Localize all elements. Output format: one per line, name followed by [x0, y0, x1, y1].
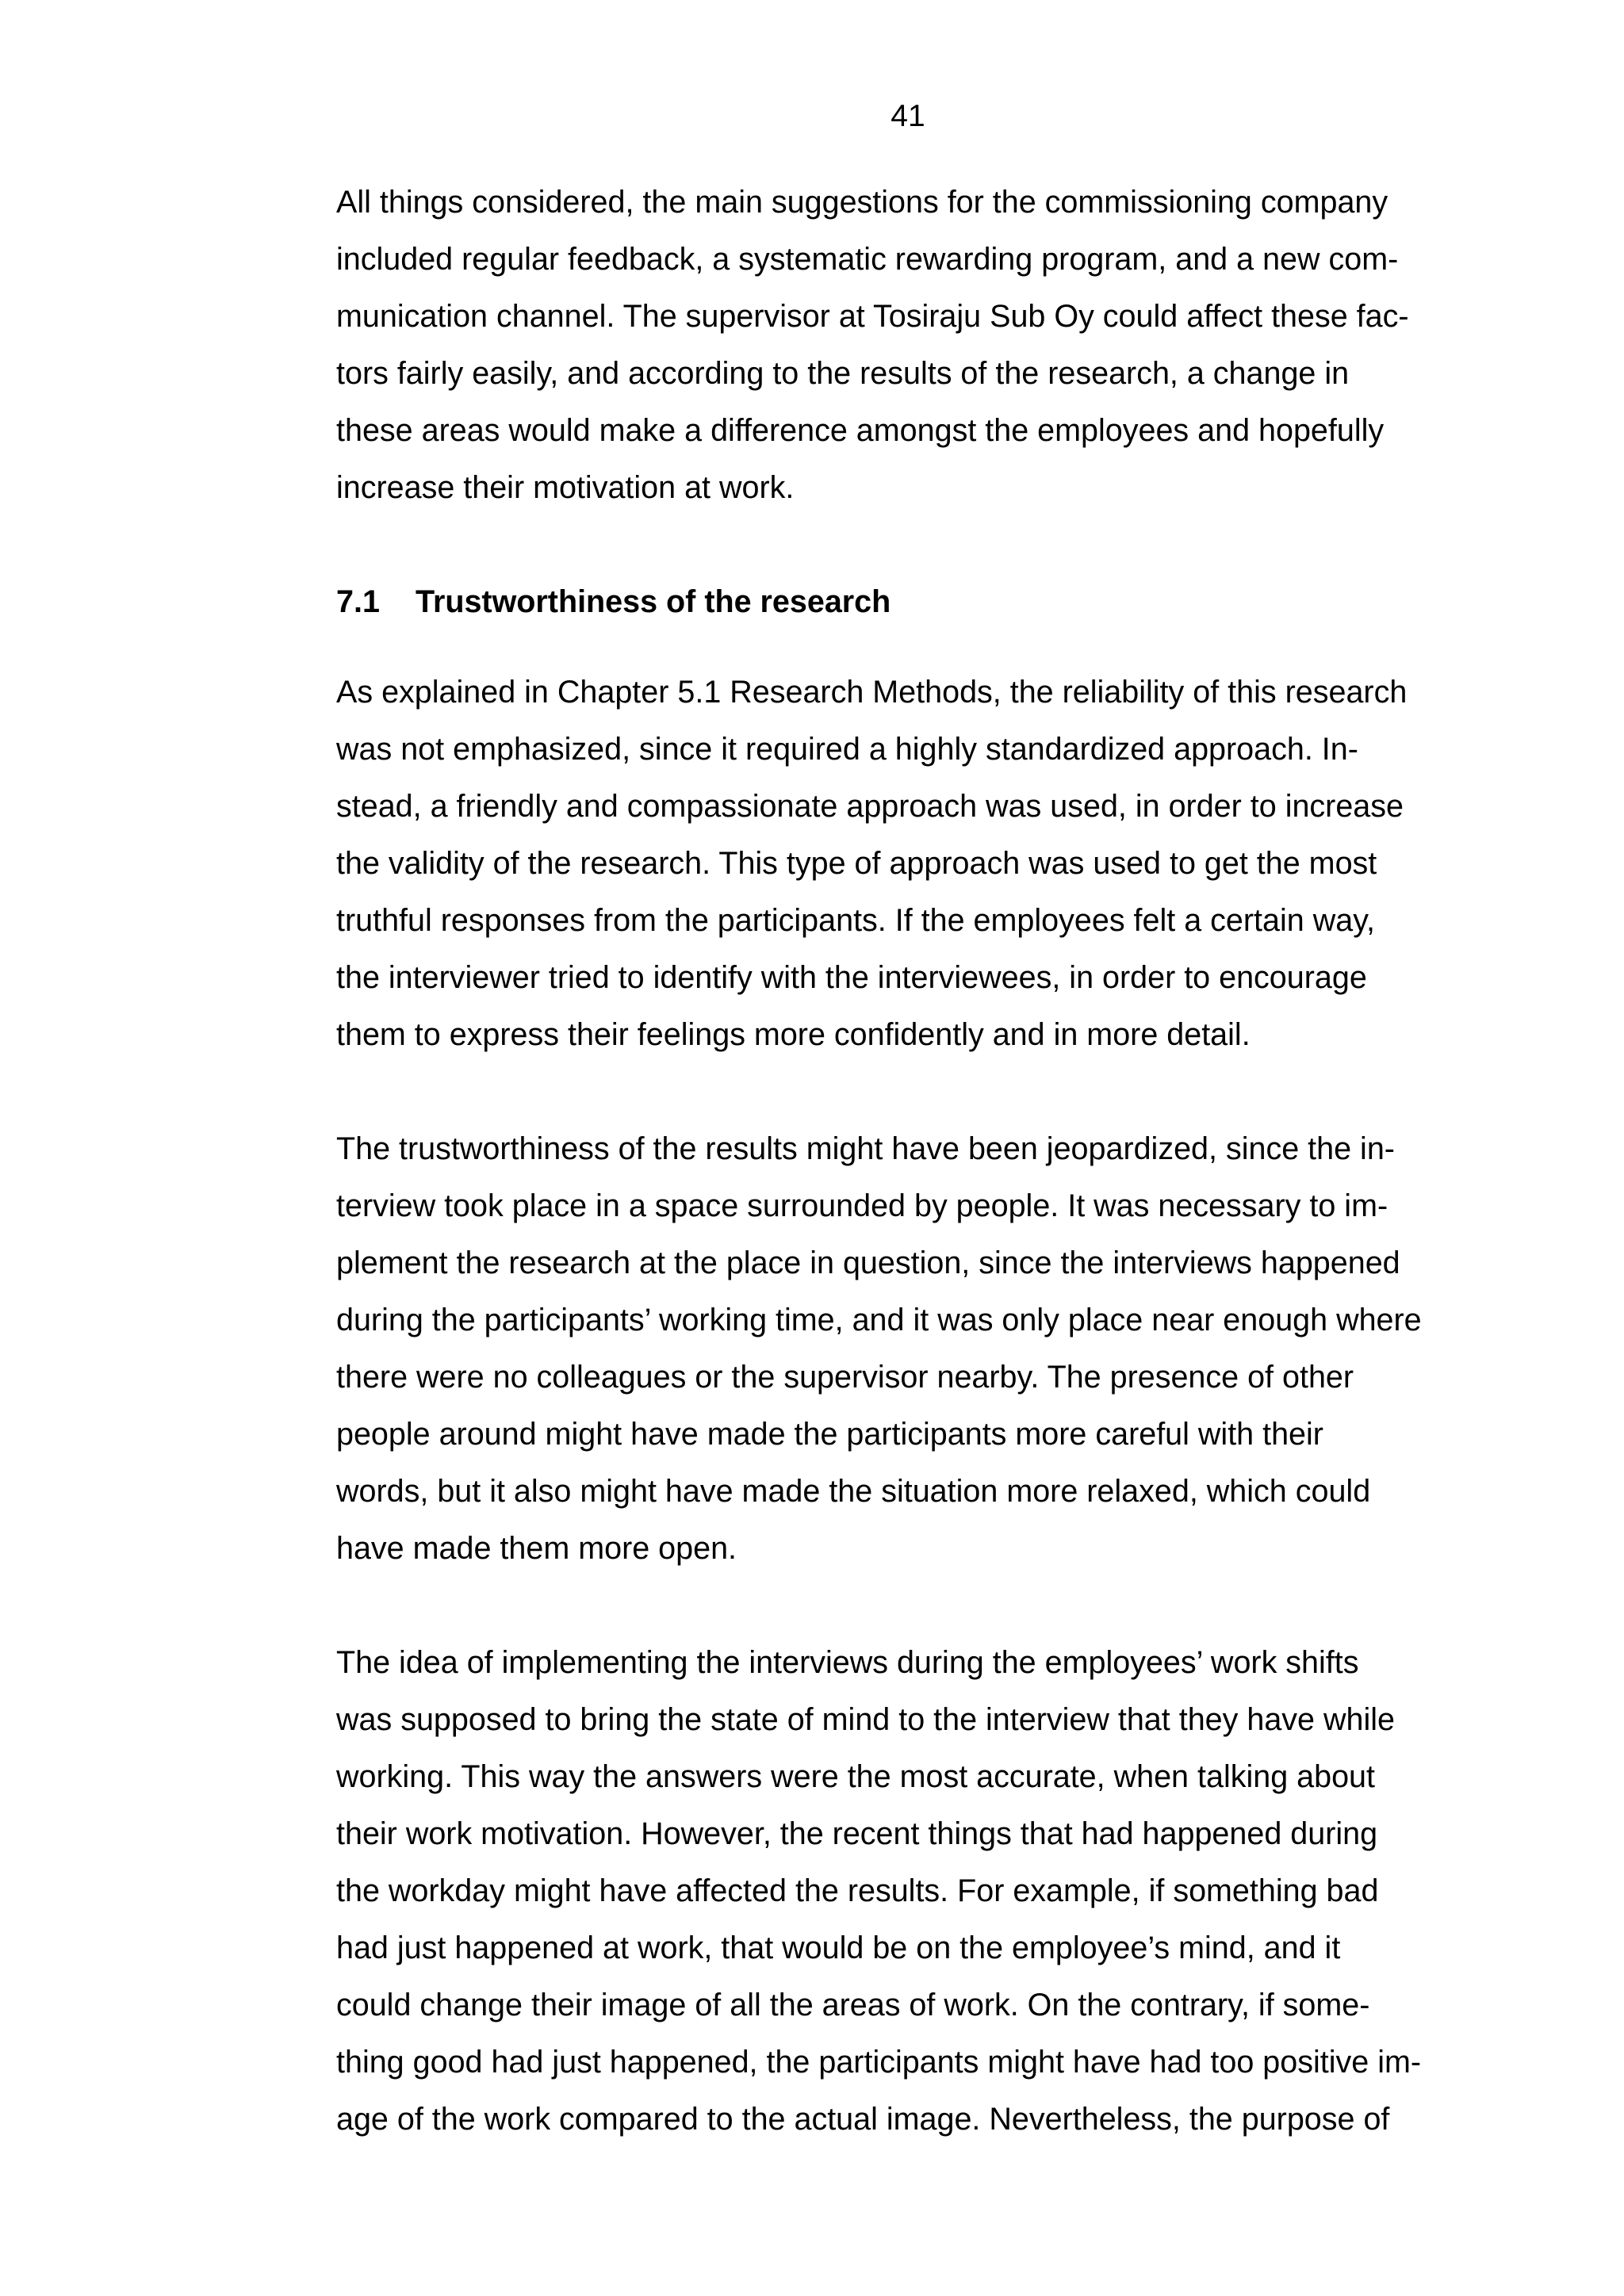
- heading-spacer: [336, 630, 1502, 664]
- text-line: terview took place in a space surrounded by people. It was necessary to im-: [336, 1188, 1388, 1223]
- text-line: tors fairly easily, and according to the results of the research, a change in: [336, 356, 1350, 391]
- text-line: them to express their feelings more confidently and in more detail.: [336, 1017, 1251, 1052]
- text-line: working. This way the answers were the most accurate, when talking about: [336, 1759, 1375, 1794]
- paragraph-spacer: [336, 1577, 1502, 1634]
- text-line: could change their image of all the areas of work. On the contrary, if some-: [336, 1988, 1370, 2022]
- text-line: the interviewer tried to identify with the interviewees, in order to encourage: [336, 960, 1367, 995]
- text-line: had just happened at work, that would be on the employee’s mind, and it: [336, 1931, 1341, 1965]
- text-line: these areas would make a difference amongst the employees and hopefully: [336, 413, 1385, 448]
- text-line: included regular feedback, a systematic rewarding program, and a new com-: [336, 242, 1399, 277]
- paragraph-work-shifts: [336, 1634, 1502, 2148]
- text-line: their work motivation. However, the recent things that had happened during: [336, 1816, 1378, 1851]
- paragraph-spacer: [336, 1063, 1502, 1120]
- text-line: age of the work compared to the actual image. Nevertheless, the purpose of: [336, 2102, 1390, 2137]
- text-line: stead, a friendly and compassionate approach was used, in order to increase: [336, 789, 1404, 824]
- text-line: during the participants’ working time, and it was only place near enough where: [336, 1303, 1422, 1337]
- text-line: The idea of implementing the interviews during the employees’ work shifts: [336, 1645, 1359, 1680]
- section-heading: [336, 573, 1502, 630]
- paragraph-research-approach: [336, 664, 1502, 1063]
- text-line: have made them more open.: [336, 1531, 737, 1566]
- paragraph-spacer: [336, 516, 1502, 573]
- text-line: the validity of the research. This type of approach was used to get the most: [336, 846, 1377, 881]
- text-line: plement the research at the place in question, since the interviews happened: [336, 1246, 1400, 1280]
- text-line: The trustworthiness of the results might have been jeopardized, since the in-: [336, 1131, 1395, 1166]
- text-line: was not emphasized, since it required a highly standardized approach. In-: [336, 732, 1358, 767]
- text-line: All things considered, the main suggestions for the commissioning company: [336, 185, 1388, 220]
- text-line: was supposed to bring the state of mind to the interview that they have while: [336, 1702, 1395, 1737]
- text-line: thing good had just happened, the participants might have had too positive im-: [336, 2045, 1422, 2080]
- text-line: truthful responses from the participants. If the employees felt a certain way,: [336, 903, 1375, 938]
- text-line: words, but it also might have made the situation more relaxed, which could: [336, 1474, 1371, 1509]
- paragraph-conclusions: [336, 174, 1502, 516]
- text-line: As explained in Chapter 5.1 Research Methods, the reliability of this research: [336, 675, 1408, 710]
- paragraph-interview-location: [336, 1120, 1502, 1577]
- text-line: people around might have made the participants more careful with their: [336, 1417, 1323, 1452]
- body-text: [336, 174, 1502, 2148]
- section-title: Trustworthiness of the research: [416, 584, 891, 619]
- text-line: there were no colleagues or the supervisor nearby. The presence of other: [336, 1360, 1354, 1395]
- text-line: munication channel. The supervisor at Tosiraju Sub Oy could affect these fac-: [336, 299, 1409, 334]
- section-number: 7.1: [336, 584, 380, 619]
- text-line: increase their motivation at work.: [336, 470, 795, 505]
- page-number: 41: [891, 99, 925, 133]
- text-line: the workday might have affected the results. For example, if something bad: [336, 1873, 1379, 1908]
